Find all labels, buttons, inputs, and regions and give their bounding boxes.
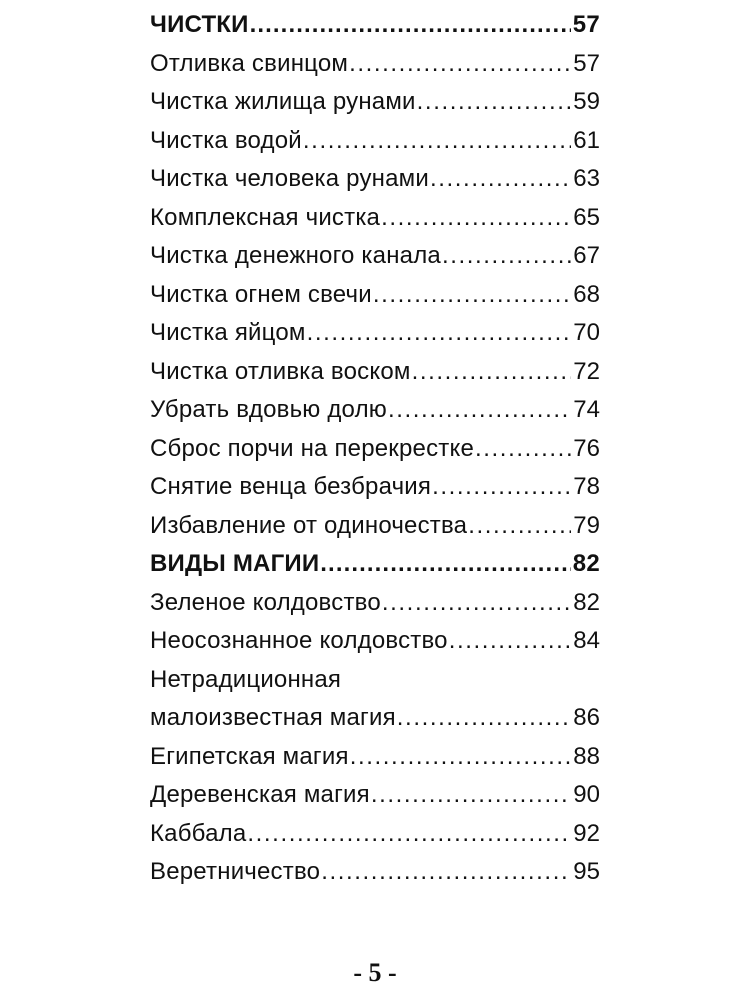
toc-entry-title: Чистка водой [150, 126, 302, 154]
toc-entry [150, 199, 600, 238]
toc-entry [150, 622, 600, 661]
toc-entry-title: Чистка отливка воском [150, 357, 411, 385]
toc-entry [150, 468, 600, 507]
toc-entry-title: Отливка свинцом [150, 49, 349, 77]
toc-entry [150, 237, 600, 276]
toc-row [150, 622, 600, 661]
toc-entry [150, 391, 600, 430]
dot-leader [449, 622, 572, 661]
dot-leader [430, 160, 571, 199]
toc-entry-title: Комплексная чистка [150, 203, 381, 231]
dot-leader [350, 738, 572, 777]
toc-page-number: 92 [573, 819, 600, 847]
toc-page-number: 57 [572, 11, 600, 38]
toc-entry-title: Чистка яйцом [150, 319, 306, 346]
toc-row [150, 507, 600, 546]
toc-row [150, 699, 600, 738]
toc-page-number: 59 [573, 88, 600, 115]
toc-entry-title: Чистка жилища рунами [150, 88, 416, 115]
toc-page-number: 65 [573, 203, 600, 231]
toc-page-number: 79 [573, 511, 600, 539]
toc-entry-title: Снятие венца безбрачия [150, 473, 432, 500]
toc-row [150, 584, 600, 623]
toc-page-number: 76 [573, 434, 600, 462]
toc-row [150, 199, 600, 238]
dot-leader [397, 699, 572, 738]
toc-section-row [150, 545, 600, 584]
toc-entry-title: Чистка денежного канала [150, 242, 441, 269]
toc-row [150, 160, 600, 199]
toc-entry-title: Неосознанное колдовство [150, 627, 448, 654]
toc-page-number: 72 [573, 357, 600, 385]
dot-leader [442, 237, 571, 276]
toc-row [150, 468, 600, 507]
toc-row [150, 738, 600, 777]
dot-leader [250, 6, 571, 45]
dot-leader [349, 45, 571, 84]
toc-entry-title: Убрать вдовью долю [150, 396, 387, 423]
toc-entry [150, 738, 600, 777]
toc-page-number: 84 [573, 627, 600, 654]
toc-row [150, 122, 600, 161]
toc-entry [150, 353, 600, 392]
toc-entry-title: Веретничество [150, 858, 321, 885]
dot-leader [475, 430, 571, 469]
toc-section-title: ЧИСТКИ [150, 11, 249, 38]
dot-leader [468, 507, 571, 546]
toc-row [150, 391, 600, 430]
toc-page-number: 61 [573, 126, 600, 154]
toc-entry-title: Избавление от одиночества [150, 511, 468, 539]
toc-page-number: 68 [573, 280, 600, 308]
toc-entry-title: Сброс порчи на перекрестке [150, 434, 474, 462]
toc-entry [150, 122, 600, 161]
dot-leader [388, 391, 571, 430]
toc-entry [150, 160, 600, 199]
toc-page-number: 88 [573, 742, 600, 770]
dot-leader [307, 314, 572, 353]
toc-row [150, 853, 600, 892]
dot-leader [382, 584, 571, 623]
toc-entry [150, 699, 600, 738]
toc-page-number: 67 [573, 242, 600, 269]
toc-row [150, 83, 600, 122]
toc-entry [150, 815, 600, 854]
toc-row [150, 353, 600, 392]
toc-row [150, 237, 600, 276]
toc-entry [150, 853, 600, 892]
dot-leader [247, 815, 571, 854]
toc-page-number: 74 [573, 396, 600, 423]
toc-page-number: 90 [573, 781, 600, 808]
toc-entry-title: Египетская магия [150, 742, 349, 770]
dot-leader [320, 545, 570, 584]
toc-page-number: 70 [573, 319, 600, 346]
toc-entry-title-line1: Нетрадиционная [150, 665, 342, 693]
toc-entry-title: малоизвестная магия [150, 704, 396, 731]
toc-entry [150, 6, 600, 45]
toc-entry [150, 83, 600, 122]
toc-entry [150, 584, 600, 623]
toc-entry [150, 276, 600, 315]
toc-row [150, 276, 600, 315]
dot-leader [371, 776, 571, 815]
toc-row [150, 815, 600, 854]
toc-entry [150, 430, 600, 469]
toc-entry-title: Каббала [150, 819, 247, 847]
dot-leader [373, 276, 571, 315]
toc-entry [150, 776, 600, 815]
toc-entry-title: Деревенская магия [150, 781, 370, 808]
toc-entry [150, 507, 600, 546]
toc-page-number: 95 [573, 858, 600, 885]
toc-entry [150, 545, 600, 584]
toc-row [150, 776, 600, 815]
toc-row [150, 430, 600, 469]
toc-row [150, 45, 600, 84]
dot-leader [432, 468, 571, 507]
page-number-footer: - 5 - [353, 958, 397, 987]
dot-leader [303, 122, 571, 161]
toc-entry-title: Чистка огнем свечи [150, 280, 372, 308]
toc-row-continuation [150, 661, 600, 700]
toc-section-row [150, 6, 600, 45]
dot-leader [321, 853, 571, 892]
toc-page-number: 57 [573, 49, 600, 77]
dot-leader [381, 199, 571, 238]
dot-leader [417, 83, 572, 122]
toc-page-number: 82 [572, 550, 600, 577]
toc-page-number: 82 [573, 588, 600, 616]
toc-section-title: ВИДЫ МАГИИ [150, 550, 320, 577]
dot-leader [412, 353, 572, 392]
table-of-contents [150, 6, 600, 892]
toc-entry [150, 314, 600, 353]
toc-row [150, 314, 600, 353]
toc-page-number: 78 [573, 473, 600, 500]
toc-page-number: 63 [573, 165, 600, 192]
toc-entry-title: Зеленое колдовство [150, 588, 381, 616]
toc-page-number: 86 [573, 704, 600, 731]
toc-entry [150, 45, 600, 84]
toc-entry-title: Чистка человека рунами [150, 165, 429, 192]
